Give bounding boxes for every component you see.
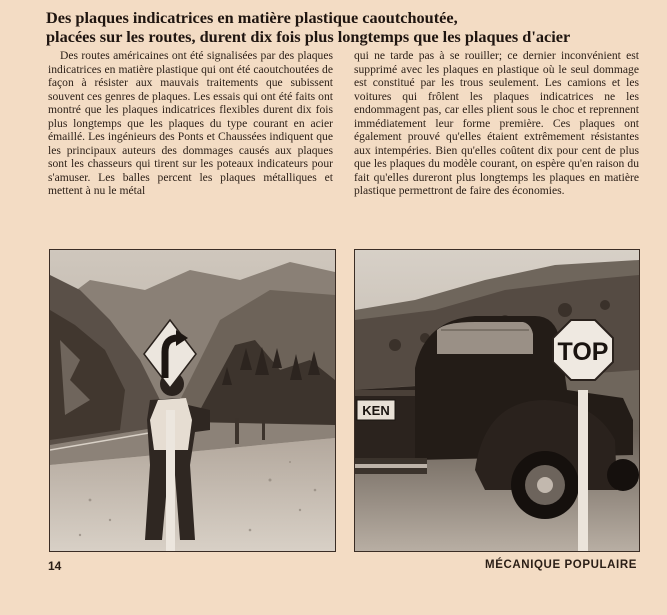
headline-line-1: Des plaques indicatrices en matière plastique caoutchoutée, <box>46 8 458 27</box>
photo-flexible-sign <box>49 249 336 552</box>
photo-stop-sign-truck-image <box>355 250 639 551</box>
truck-plate-text: KEN <box>362 403 390 418</box>
stop-sign-text: TOP <box>557 338 609 366</box>
article-headline <box>46 8 646 46</box>
article-column-right <box>354 49 639 198</box>
page-number: 14 <box>48 559 62 573</box>
article-text-left: Des routes américaines ont été signalisées par des plaques indicatrices en matière plastique qui ont été caoutchoutées de façon à résister aux mauvais traitements que subissent souvent ces genres de plaques. Les essais qui ont été faits ont montré que les plaques indicatrices flexibles durent dix fois plus longtemps que les plaques du type courant en acier émaillé. Les ingénieurs des Ponts et Chaussées indiquent que les principaux auteurs des dommages causés aux plaques sont les chasseurs qui tirent sur les poteaux indicateurs pour s'amuser. Les balles percent les plaques métalliques et mettent à nu le métal <box>48 49 333 198</box>
article-column-left <box>48 49 333 198</box>
magazine-name: MÉCANIQUE POPULAIRE <box>485 559 637 571</box>
photo-flexible-sign-image <box>50 250 335 551</box>
photo-stop-sign-truck <box>354 249 640 552</box>
article-text-right: qui ne tarde pas à se rouiller; ce dernier inconvénient est supprimé avec les plaques en plastique où le seul dommage est constitué par les trous seulement. Les camions et les voitures qui frôlent les plaques indicatrices ne les endommagent pas, car elles plient sous le choc et reprennent immédiatement leur forme première. Ces plaques ont également prouvé qu'elles étaient extrêmement résistantes aux intempéries. Bien qu'elles coûtent dix pour cent de plus que les plaques du modèle courant, on espère qu'en raison du fait qu'elles dureront plus longtemps les plaques en matière plastique permettront de faire des économies. <box>354 49 639 198</box>
headline-line-2: placées sur les routes, durent dix fois plus longtemps que les plaques d'acier <box>46 27 571 46</box>
